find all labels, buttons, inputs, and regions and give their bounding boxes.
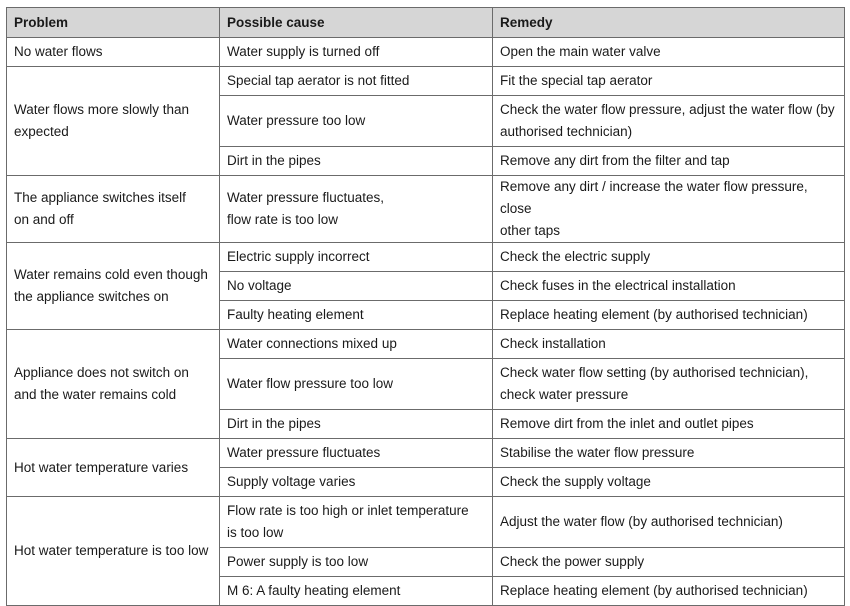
cause-cell: Water supply is turned off — [220, 38, 493, 67]
remedy-cell: Remove any dirt from the filter and tap — [493, 147, 845, 176]
cause-cell: Water pressure too low — [220, 96, 493, 147]
remedy-cell: Stabilise the water flow pressure — [493, 439, 845, 468]
table-row — [7, 176, 845, 243]
cause-cell: Water flow pressure too low — [220, 359, 493, 410]
cause-cell: Faulty heating element — [220, 301, 493, 330]
problem-cell: No water flows — [7, 38, 220, 67]
remedy-cell: Adjust the water flow (by authorised technician) — [493, 497, 845, 548]
remedy-cell: Check installation — [493, 330, 845, 359]
problem-cell: The appliance switches itself on and off — [7, 176, 220, 243]
remedy-cell: Check the electric supply — [493, 243, 845, 272]
cause-cell: Dirt in the pipes — [220, 410, 493, 439]
header-row — [7, 8, 845, 38]
remedy-cell: Check water flow setting (by authorised technician), check water pressure — [493, 359, 845, 410]
cause-cell: Dirt in the pipes — [220, 147, 493, 176]
problem-cell: Water remains cold even though the appliance switches on — [7, 243, 220, 330]
remedy-cell: Open the main water valve — [493, 38, 845, 67]
cause-cell: Water connections mixed up — [220, 330, 493, 359]
table-row — [7, 67, 845, 96]
cause-cell: Special tap aerator is not fitted — [220, 67, 493, 96]
problem-cell: Appliance does not switch on and the water remains cold — [7, 330, 220, 439]
remedy-cell: Remove any dirt / increase the water flow pressure, close other taps — [493, 176, 845, 243]
problem-cell: Water flows more slowly than expected — [7, 67, 220, 176]
header-possible-cause: Possible cause — [220, 8, 493, 38]
cause-cell: Electric supply incorrect — [220, 243, 493, 272]
remedy-cell: Fit the special tap aerator — [493, 67, 845, 96]
problem-cell: Hot water temperature is too low — [7, 497, 220, 606]
cause-cell: No voltage — [220, 272, 493, 301]
cause-cell: Water pressure fluctuates — [220, 439, 493, 468]
remedy-cell: Replace heating element (by authorised technician) — [493, 577, 845, 606]
header-problem: Problem — [7, 8, 220, 38]
table-row — [7, 243, 845, 272]
table-row — [7, 439, 845, 468]
remedy-cell: Check the supply voltage — [493, 468, 845, 497]
cause-cell: Water pressure fluctuates, flow rate is too low — [220, 176, 493, 243]
problem-cell: Hot water temperature varies — [7, 439, 220, 497]
table-row — [7, 497, 845, 548]
cause-cell: M 6: A faulty heating element — [220, 577, 493, 606]
remedy-cell: Check the power supply — [493, 548, 845, 577]
remedy-cell: Check fuses in the electrical installation — [493, 272, 845, 301]
troubleshooting-table — [6, 7, 845, 606]
cause-cell: Power supply is too low — [220, 548, 493, 577]
remedy-cell: Check the water flow pressure, adjust the water flow (by authorised technician) — [493, 96, 845, 147]
table-row — [7, 330, 845, 359]
cause-cell: Supply voltage varies — [220, 468, 493, 497]
table-row — [7, 38, 845, 67]
header-remedy: Remedy — [493, 8, 845, 38]
cause-cell: Flow rate is too high or inlet temperature is too low — [220, 497, 493, 548]
remedy-cell: Replace heating element (by authorised technician) — [493, 301, 845, 330]
remedy-cell: Remove dirt from the inlet and outlet pipes — [493, 410, 845, 439]
